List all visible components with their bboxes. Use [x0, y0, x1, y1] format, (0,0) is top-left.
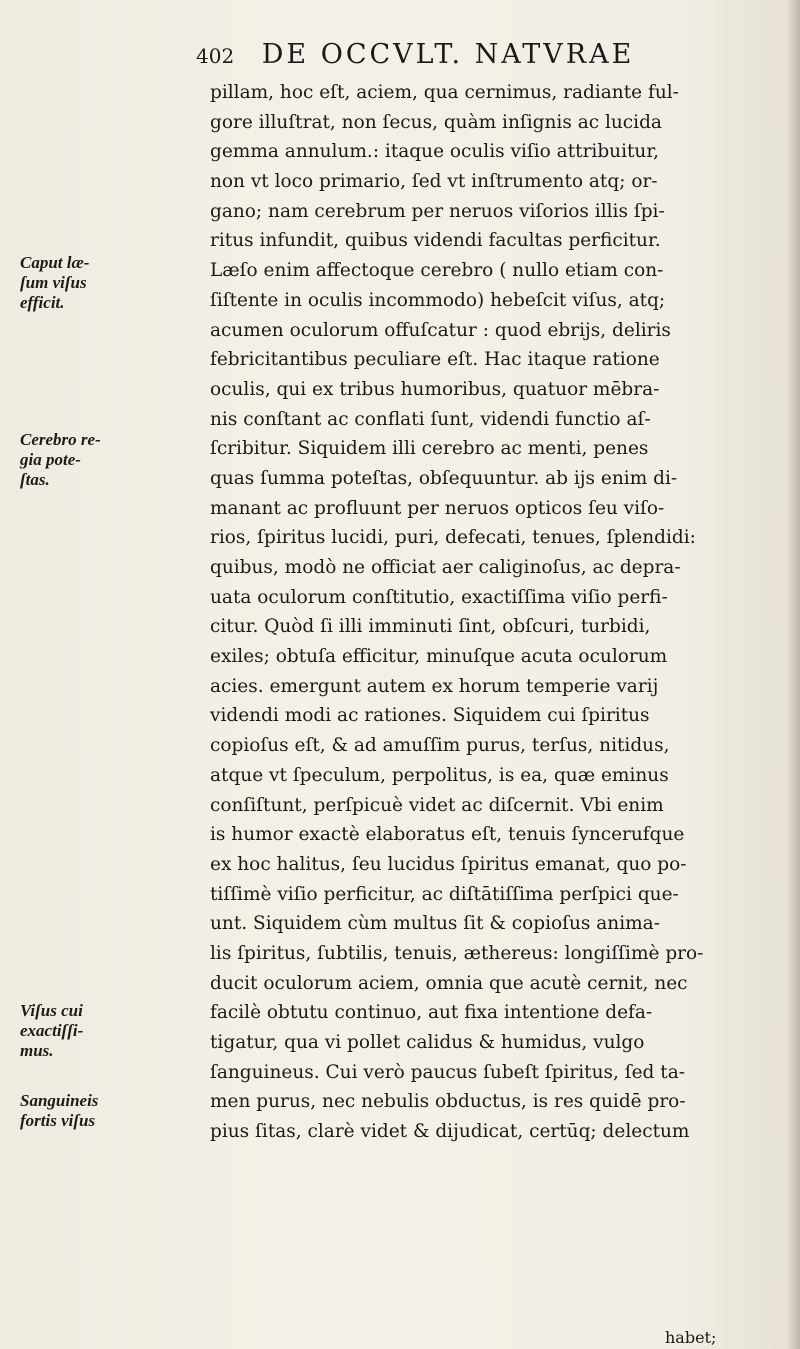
text-line: oculis, qui ex tribus humoribus, quatuor mēbra- — [210, 378, 660, 400]
text-line: is humor exactè elaboratus eſt, tenuis ſyncerufque — [210, 824, 685, 846]
margin-note-line: exactiſſi- — [20, 1021, 84, 1040]
text-line: ſcribitur. Siquidem illi cerebro ac menti, penes — [210, 438, 649, 460]
text-line: ſiſtente in oculis incommodo) hebeſcit viſus, atq; — [210, 289, 666, 311]
text-line: ducit oculorum aciem, omnia que acutè cernit, nec — [210, 972, 688, 994]
text-line: men purus, nec nebulis obductus, is res quidē pro- — [210, 1091, 686, 1113]
text-line: acumen oculorum offuſcatur : quod ebrijs, deliris — [210, 319, 671, 341]
text-line: atque vt ſpeculum, perpolitus, is ea, quæ eminus — [210, 764, 669, 786]
margin-note-line: Viſus cui — [20, 1001, 83, 1020]
text-line: manant ac profluunt per neruos opticos ſeu viſo- — [210, 497, 665, 519]
text-line: ritus infundit, quibus videndi facultas perficitur. — [210, 230, 661, 252]
margin-note-line: ſum viſus — [20, 273, 87, 292]
text-line: quas ſumma poteſtas, obſequuntur. ab ijs enim di- — [210, 467, 678, 489]
text-line: copioſus eſt, & ad amuſſim purus, terſus, nitidus, — [210, 735, 670, 757]
text-line: unt. Siquidem cùm multus ſit & copioſus anima- — [210, 913, 660, 935]
text-line: acies. emergunt autem ex horum temperie varij — [210, 675, 659, 697]
text-line: Læſo enim affectoque cerebro ( nullo etiam con- — [210, 260, 664, 282]
text-line: febricitantibus peculiare eſt. Hac itaque ratione — [210, 349, 660, 371]
running-title: DE OCCVLT. NATVRAE — [261, 39, 635, 70]
text-line: videndi modi ac rationes. Siquidem cui ſpiritus — [210, 705, 650, 727]
text-line: ex hoc halitus, ſeu lucidus ſpiritus emanat, quo po- — [210, 853, 687, 875]
text-line: tigatur, qua vi pollet calidus & humidus, vulgo — [210, 1032, 645, 1053]
main-text-block — [210, 78, 770, 1147]
margin-note-line: Cerebro re- — [20, 430, 101, 449]
margin-note-sanguineis — [20, 1091, 200, 1131]
text-line: facilè obtutu continuo, aut fixa intentione defa- — [210, 1002, 653, 1024]
text-line: gemma annulum.: itaque oculis viſio attribuitur, — [210, 141, 660, 163]
text-line: pius ſitas, clarè videt & dijudicat, certūq; delectum — [210, 1121, 690, 1143]
text-line: conſiſtunt, perſpicuè videt ac diſcernit. Vbi enim — [210, 794, 664, 816]
margin-note-caput — [20, 253, 200, 313]
margin-note-line: mus. — [20, 1041, 54, 1060]
text-line: gore illuſtrat, non ſecus, quàm inſignis ac lucida — [210, 111, 662, 133]
text-line: non vt loco primario, ſed vt inſtrumento atq; or- — [210, 171, 658, 193]
text-line: uata oculorum conſtitutio, exactiſſima viſio perfi- — [210, 586, 668, 608]
margin-note-line: gia pote- — [20, 450, 81, 469]
text-line: gano; nam cerebrum per neruos viſorios illis ſpi- — [210, 200, 665, 222]
margin-note-line: ſtas. — [20, 470, 50, 489]
text-line: tiſſimè viſio perficitur, ac diſtātiſſima perſpici que- — [210, 883, 679, 905]
margin-note-line: Caput læ- — [20, 253, 90, 272]
margin-note-line: efficit. — [20, 293, 65, 312]
text-line: nis conſtant ac conflati ſunt, videndi functio aſ- — [210, 408, 651, 430]
catchword: habet; — [665, 1328, 717, 1347]
text-line: ſanguineus. Cui verò paucus ſubeſt ſpiritus, ſed ta- — [210, 1061, 685, 1083]
text-line: rios, ſpiritus lucidi, puri, defecati, tenues, ſplendidi: — [210, 527, 696, 549]
text-line: quibus, modò ne officiat aer caliginoſus, ac depra- — [210, 557, 681, 578]
margin-note-cerebro — [20, 430, 200, 490]
text-line: exiles; obtuſa efficitur, minuſque acuta oculorum — [210, 646, 668, 668]
page-edge — [786, 0, 800, 1349]
margin-note-visus — [20, 1001, 200, 1061]
running-header — [196, 35, 756, 75]
margin-note-line: Sanguineis — [20, 1091, 99, 1110]
page-number: 402 — [196, 44, 235, 68]
text-line: lis ſpiritus, ſubtilis, tenuis, æthereus: longiſſimè pro- — [210, 942, 704, 964]
text-line: pillam, hoc eſt, aciem, qua cernimus, radiante ful- — [210, 82, 679, 103]
margin-note-line: fortis viſus — [20, 1111, 96, 1130]
text-line: citur. Quòd ſi illi imminuti ſint, obſcuri, turbidi, — [210, 616, 651, 638]
